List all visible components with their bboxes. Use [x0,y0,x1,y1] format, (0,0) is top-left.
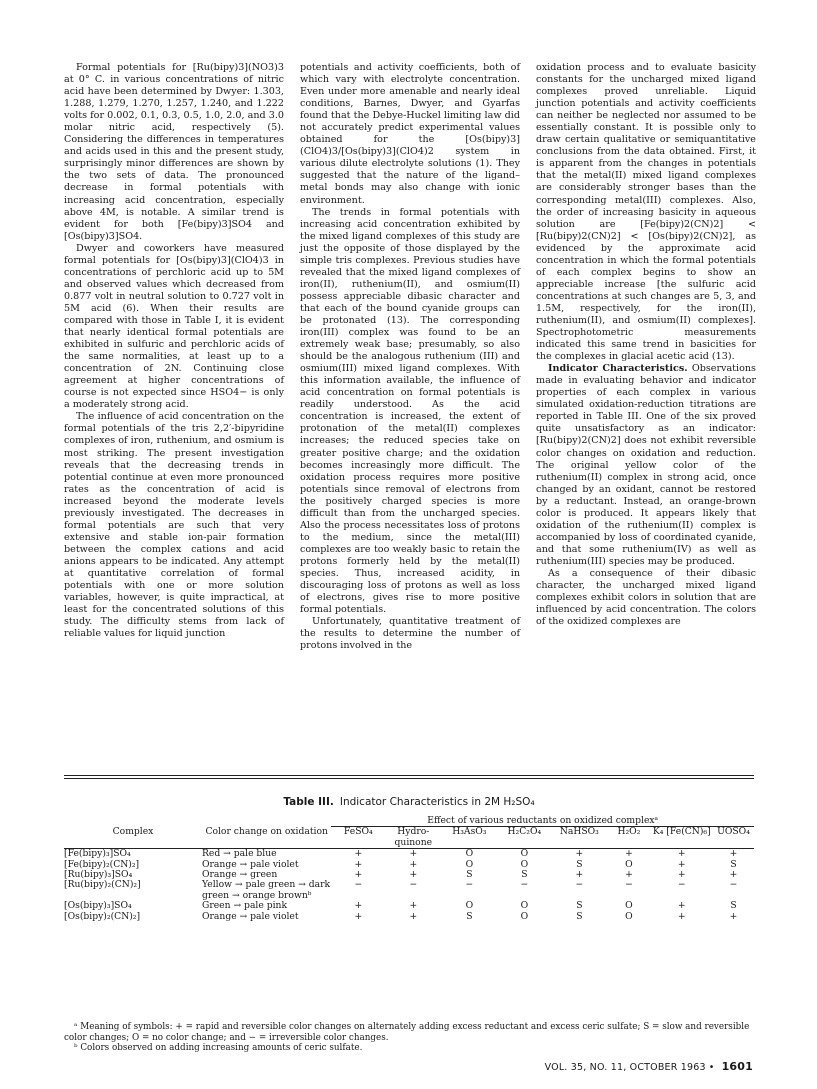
effect-symbol-cell: O [625,900,633,912]
effect-symbol-cell: + [354,848,363,860]
effect-symbol-cell: − [354,879,363,891]
effect-symbol-cell: S [730,900,737,912]
divider [64,778,754,779]
effect-symbol-cell: S [576,910,583,922]
color-change-cell: Red → pale blue [202,848,277,860]
effect-symbol-cell: S [466,910,473,922]
effect-symbol-cell: − [575,879,584,891]
table-row [64,912,754,922]
column-header: H₂O₂ [607,827,650,849]
column-header: Color change on oxidation [202,827,331,849]
effect-symbol-cell: O [520,900,529,912]
paragraph: Dwyer and coworkers have measured formal potentials for [Os(bipy)3](ClO4)3 in concentrations of perchloric acid up to 5M and observed values which decreased from 0.877 volt in neutral solution to 0.727 volt in 5M acid (6). When their results are compared with those in Table I, it is evident that nearly identical formal potentials are exhibited in sulfuric and perchloric acids of the same normalities, at least up to a concentration of 2N. Continuing close agreement at higher concentrations of course is not expected since HSO4− is only a moderately strong acid. [64,242,284,411]
effect-symbol-cell: + [625,848,633,860]
effect-symbol-cell: + [677,858,686,870]
effect-symbol-cell: − [409,879,418,891]
paragraph: As a consequence of their dibasic character, the uncharged mixed ligand complexes exhibit colors in solution that are influenced by acid concentration. The colors of the oxidized complexes are [536,567,756,628]
page-number: 1601 [721,1060,753,1073]
effect-symbol-cell: O [465,858,474,870]
paragraph: Formal potentials for [Ru(bipy)3](NO3)3 at 0° C. in various concentrations of nitric acid have been determined by Dwyer: 1.303, 1.288, 1.279, 1.270, 1.257, 1.240, and 1.222 volts for 0.002, 0.1, 0.3, 0.5, 1.0, 2.0, and 3.0 molar nitric acid, respectively (5). Considering the differences in temperatures and acids used in this and the present study, surprisingly minor differences are shown by the two sets of data. The pronounced decrease in formal potentials with increasing acid concentration, especially above 4M, is notable. A similar trend is evident for both [Fe(bipy)3]SO4 and [Os(bipy)3]SO4. [64,62,284,242]
effect-symbol-cell: + [729,848,738,860]
complex-cell: [Os(bipy)₂(CN)₂] [64,910,141,922]
table-title: Indicator Characteristics in 2M H₂SO₄ [339,796,535,808]
paragraph: Unfortunately, quantitative treatment of the results to determine the number of protons involved in the [300,616,520,652]
effect-symbol-cell: O [465,848,474,860]
indicator-table [64,816,754,922]
running-footer: VOL. 35, NO. 11, OCTOBER 1963 • 1601 [544,1060,753,1073]
paragraph: potentials and activity coefficients, both of which vary with electrolyte concentration. Even under more amenable and nearly ideal conditions, Barnes, Dwyer, and Gyarfas found that the Debye-Huckel limiting law did not accurately predict experimental values obtained for the [Os(bipy)3](ClO4)3/[Os(bipy)3](ClO4)2 system in various dilute electrolyte solutions (1). They suggested that the nature of the ligand–metal bonds may also change with ionic environment. [300,62,520,206]
effect-symbol-cell: + [354,858,363,870]
footnote: ᵃ Meaning of symbols: + = rapid and reversible color changes on alternately adding excess reductant and excess ceric sulfate; S = slow and reversible color changes; O = no color change; and − = irreversible color changes. [64,1022,750,1043]
effect-symbol-cell: + [409,848,418,860]
effect-symbol-cell: O [465,900,474,912]
table-row [64,849,754,860]
section-heading: Indicator Characteristics. [548,363,688,375]
text-column-3 [536,62,756,628]
effect-symbol-cell: + [677,848,686,860]
effect-symbol-cell: + [625,869,633,881]
effect-symbol-cell: + [354,869,363,881]
effect-symbol-cell: + [729,910,738,922]
complex-cell: [Fe(bipy)₂(CN)₂] [64,858,140,870]
effect-symbol-cell: + [409,900,418,912]
effect-symbol-cell: + [729,869,738,881]
effect-symbol-cell: S [466,869,473,881]
effect-symbol-cell: + [677,910,686,922]
column-header: FeSO₄ [331,827,385,849]
effect-symbol-cell: O [520,858,529,870]
color-change-cell: Orange → pale violet [202,858,299,870]
table-footnotes [64,1022,754,1054]
complex-cell: [Os(bipy)₃]SO₄ [64,900,132,912]
column-header: H₃AsO₃ [441,827,497,849]
column-header: K₄ [Fe(CN)₆] [651,827,714,849]
text-column-2 [300,62,520,652]
column-header: NaHSO₃ [551,827,607,849]
journal-info: VOL. 35, NO. 11, OCTOBER 1963 [544,1062,706,1073]
effect-symbol-cell: O [520,848,529,860]
effect-symbol-cell: O [625,910,633,922]
effect-symbol-cell: + [409,869,418,881]
divider [64,775,754,776]
text-column-1 [64,62,284,640]
effect-symbol-cell: + [677,869,686,881]
effect-symbol-cell: S [576,858,583,870]
effect-symbol-cell: + [354,900,363,912]
table-body [64,849,754,922]
table-caption [64,796,754,808]
footnote: ᵇ Colors observed on adding increasing amounts of ceric sulfate. [74,1043,363,1053]
effect-symbol-cell: + [354,910,363,922]
color-change-cell: Orange → pale violet [202,910,299,922]
effect-symbol-cell: − [520,879,529,891]
effect-symbol-cell: − [465,879,474,891]
color-change-cell: Yellow → pale green → dark green → orange brownᵇ [202,879,331,901]
body-text [64,62,754,762]
effect-symbol-cell: + [575,869,584,881]
effect-symbol-cell: + [409,910,418,922]
paragraph: The trends in formal potentials with increasing acid concentration exhibited by the mixed ligand complexes of this study are just the opposite of those displayed by the simple tris complexes. Previous studies have revealed that the mixed ligand complexes of iron(II), ruthenium(II), and osmium(II) possess appreciable dibasic character and that each of the bound cyanide groups can be protonated (13). The corresponding iron(III) complex was found to be an extremely weak base; presumably, so also should be the analogous ruthenium (III) and osmium(III) mixed ligand complexes. With this information available, the influence of acid concentration on formal potentials is readily understood. As the acid concentration is increased, the extent of protonation of the metal(II) complexes increases; the reduced species take on greater positive charge; and the oxidation becomes increasingly more difficult. The oxidation process requires more positive potentials since removal of electrons from the positively charged species is more difficult than from the uncharged species. Also the process necessitates loss of protons to the medium, since the metal(III) complexes are too weakly basic to retain the protons formerly held by the metal(II) species. Thus, increased acidity, in discouraging loss of protons as well as loss of electrons, gives rise to more positive formal potentials. [300,206,520,616]
color-change-cell: Orange → green [202,869,278,881]
effect-symbol-cell: S [521,869,528,881]
effect-symbol-cell: + [409,858,418,870]
complex-cell: [Fe(bipy)₃]SO₄ [64,848,131,860]
paragraph: The influence of acid concentration on the formal potentials of the tris 2,2′-bipyridine complexes of iron, ruthenium, and osmium is most striking. The present investigation reveals that the decreasing trends in potential continue at even more pronounced rates as the concentration of acid is increased beyond the moderate levels previously investigated. The decreases in formal potentials are such that very extensive and stable ion-pair formation between the complex cations and acid anions appears to be indicated. Any attempt at quantitative correlation of formal potentials with one or more solution variables, however, is quite impractical, at least for the concentrated solutions of this study. The difficulty stems from lack of reliable values for liquid junction [64,411,284,640]
effect-header: Effect of various reductants on oxidized complexᵃ [331,816,754,827]
column-header: Complex [64,827,202,849]
effect-symbol-cell: + [677,900,686,912]
effect-symbol-cell: + [575,848,584,860]
effect-symbol-cell: O [625,858,633,870]
column-header: H₂C₂O₄ [497,827,551,849]
effect-symbol-cell: − [677,879,686,891]
table-header-row [64,827,754,849]
complex-cell: [Ru(bipy)₂(CN)₂] [64,879,141,891]
table-row [64,880,754,901]
effect-symbol-cell: O [520,910,529,922]
color-change-cell: Green → pale pink [202,900,288,912]
paragraph [536,363,756,568]
effect-symbol-cell: S [576,900,583,912]
table-number: Table III. [283,796,334,808]
complex-cell: [Ru(bipy)₃]SO₄ [64,869,133,881]
effect-symbol-cell: S [730,858,737,870]
column-header: Hydro-quinone [385,827,441,849]
effect-symbol-cell: − [625,879,633,891]
effect-symbol-cell: − [729,879,738,891]
table-header-row [64,816,754,827]
column-header: UOSO₄ [713,827,754,849]
paragraph: oxidation process and to evaluate basicity constants for the uncharged mixed ligand complexes proved unreliable. Liquid junction potentials and activity coefficients can neither be neglected nor assumed to be essentially constant. It is possible only to draw certain qualitative or semiquantitative conclusions from the data obtained. First, it is apparent from the changes in potentials that the metal(II) mixed ligand complexes are considerably stronger bases than the corresponding metal(III) complexes. Also, the order of increasing basicity in aqueous solution are [Fe(bipy)2(CN)2] < [Ru(bipy)2(CN)2] < [Os(bipy)2(CN)2], as evidenced by the approximate acid concentration in which the formal potentials of each complex begins to show an appreciable increase [the sulfuric acid concentrations at such changes are 5, 3, and 1.5M, respectively, for the iron(II), ruthenium(II), and osmium(II) complexes]. Spectrophotometric measurements indicated this same trend in basicities for the complexes in glacial acetic acid (13). [536,62,756,363]
paragraph-text: Observations made in evaluating behavior and indicator properties of each complex in various simulated oxidation-reduction titrations are reported in Table III. One of the six proved quite unsatisfactory as an indicator: [Ru(bipy)2(CN)2] does not exhibit reversible color changes on oxidation and reduction. The original yellow color of the ruthenium(II) complex in strong acid, once changed by an oxidant, cannot be restored by a reductant. Instead, an orange-brown color is produced. It appears likely that oxidation of the ruthenium(II) complex is accompanied by loss of coordinated cyanide, and that some ruthenium(IV) as well as ruthenium(III) species may be produced. [536,363,756,567]
